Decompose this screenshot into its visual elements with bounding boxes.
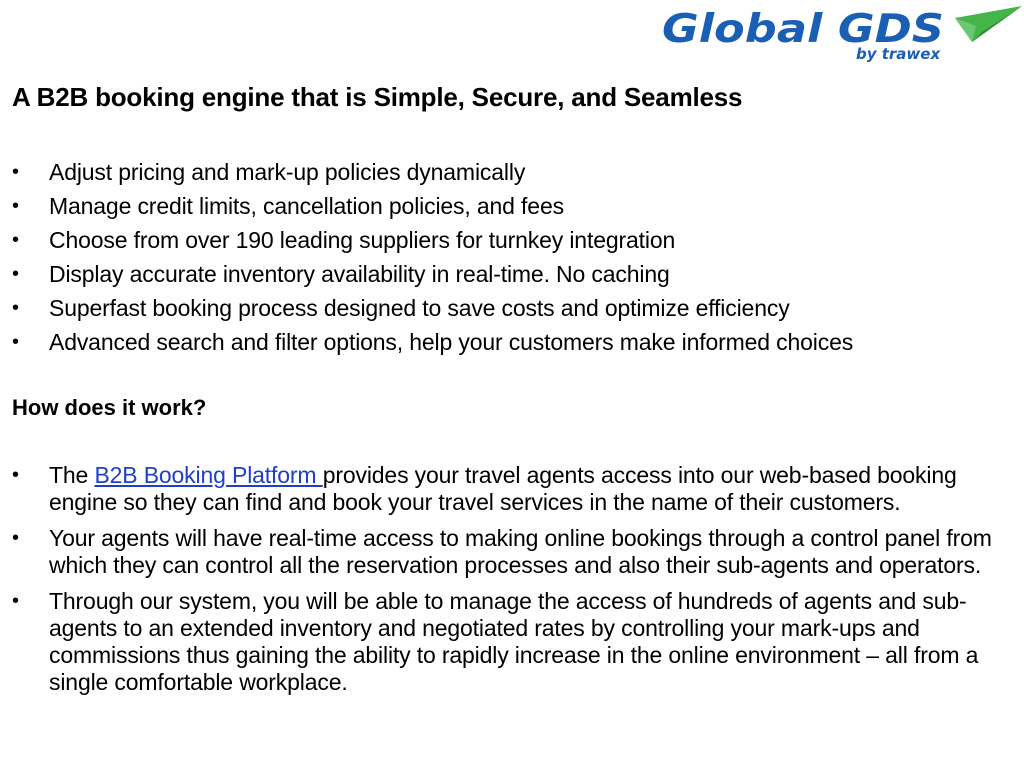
feature-list: [12, 155, 1012, 359]
bullet-icon: •: [12, 331, 19, 353]
feature-text: Adjust pricing and mark-up policies dynamically: [49, 159, 526, 185]
list-item: [12, 525, 1012, 579]
feature-text: Superfast booking process designed to save costs and optimize efficiency: [49, 295, 790, 321]
logo-brand-text: Global GDS: [662, 7, 944, 52]
global-gds-logo: [660, 2, 1024, 64]
bullet-icon: •: [12, 297, 19, 319]
list-item: [12, 155, 1012, 189]
bullet-icon: •: [12, 229, 19, 251]
list-item: [12, 462, 1012, 516]
feature-text: Advanced search and filter options, help your customers make informed choices: [49, 329, 854, 355]
paper-plane-icon: [955, 6, 1022, 42]
page-title: A B2B booking engine that is Simple, Secure, and Seamless: [12, 82, 743, 112]
list-item: [12, 223, 1012, 257]
item-text: Your agents will have real-time access to making online bookings through a control panel from which they can control all the reservation processes and also their sub-agents and operators.: [49, 525, 992, 578]
section-heading: How does it work?: [12, 395, 207, 420]
bullet-icon: •: [12, 527, 19, 549]
list-item: [12, 325, 1012, 359]
b2b-booking-platform-link[interactable]: B2B Booking Platform: [94, 462, 323, 488]
how-it-works-list: [12, 462, 1012, 705]
feature-text: Manage credit limits, cancellation policies, and fees: [49, 193, 564, 219]
list-item: [12, 257, 1012, 291]
bullet-icon: •: [12, 590, 19, 612]
bullet-icon: •: [12, 263, 19, 285]
logo-tagline-text: by trawex: [856, 45, 941, 63]
feature-text: Choose from over 190 leading suppliers for turnkey integration: [49, 227, 676, 253]
bullet-icon: •: [12, 195, 19, 217]
feature-text: Display accurate inventory availability in real-time. No caching: [49, 261, 670, 287]
bullet-icon: •: [12, 464, 19, 486]
item-prefix: The: [49, 462, 95, 488]
bullet-icon: •: [12, 161, 19, 183]
item-text: Through our system, you will be able to manage the access of hundreds of agents and sub-agents to an extended inventory and negotiated rates by controlling your mark-ups and commissions thus gaining the ability to rapidly increase in the online environment – all from a single comfortable workplace.: [49, 588, 979, 695]
item-text: provides your travel agents access into our web-based booking engine so they can find and book your travel services in the name of their customers.: [49, 462, 957, 515]
list-item: [12, 291, 1012, 325]
list-item: [12, 588, 1012, 696]
list-item: [12, 189, 1012, 223]
